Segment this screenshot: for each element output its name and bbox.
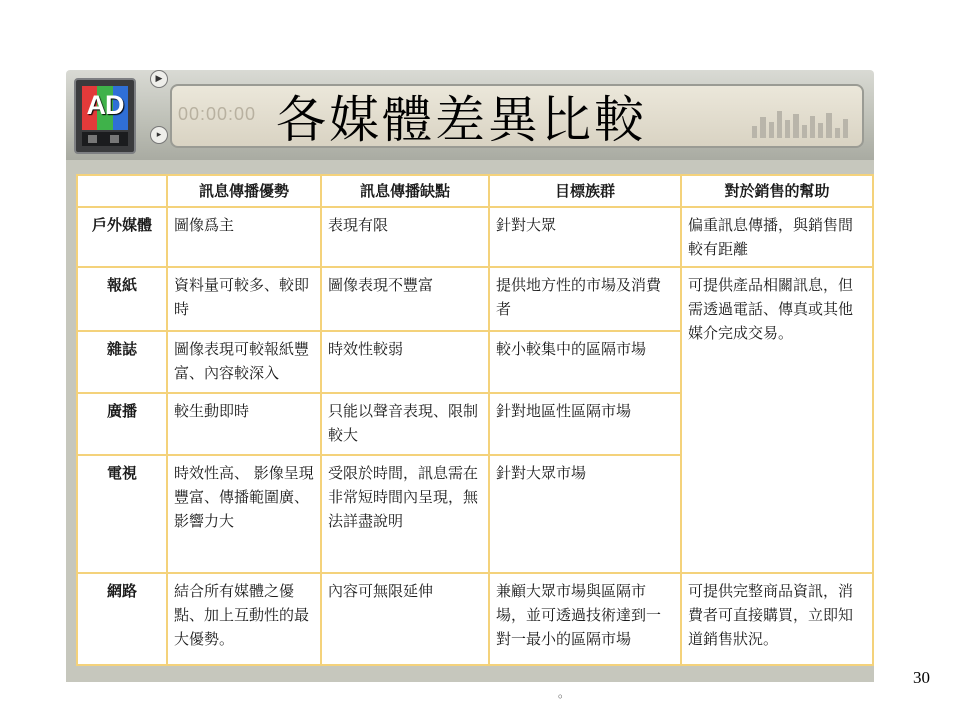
logo-text: AD (86, 90, 124, 120)
footer-mark: 。 (558, 686, 571, 700)
cell-target: 針對大眾 (489, 207, 681, 267)
cell-target: 提供地方性的市場及消費者 (489, 267, 681, 331)
cell-sales-help: 偏重訊息傳播，與銷售間較有距離 (681, 207, 873, 267)
ad-logo (74, 78, 136, 154)
header-cell-advantage: 訊息傳播優勢 (167, 175, 321, 207)
header-cell-blank (77, 175, 167, 207)
timer-readout: 00:00:00 (178, 104, 257, 124)
cell-disadvantage: 時效性較弱 (321, 331, 489, 393)
cell-disadvantage: 圖像表現不豐富 (321, 267, 489, 331)
equalizer-icon (752, 108, 848, 138)
header-cell-sales-help: 對於銷售的幫助 (681, 175, 873, 207)
cell-target: 兼顧大眾市場與區隔市場，並可透過技術達到一對一最小的區隔市場 (489, 573, 681, 665)
cell-advantage: 時效性高、 影像呈現豐富、傳播範圍廣、影響力大 (167, 455, 321, 573)
cell-advantage: 較生動即時 (167, 393, 321, 455)
page-number: 30 (913, 668, 930, 687)
player-display (170, 84, 864, 148)
page-title: 各媒體差異比較 (276, 91, 647, 149)
row-media-newspaper: 報紙 (77, 267, 167, 331)
cell-target: 較小較集中的區隔市場 (489, 331, 681, 393)
cell-sales-help: 可提供產品相關訊息，但需透過電話、傳真或其他媒介完成交易。 (681, 267, 873, 573)
cell-disadvantage: 表現有限 (321, 207, 489, 267)
play-icon[interactable]: ▶ (150, 70, 168, 88)
cell-target: 針對大眾市場 (489, 455, 681, 573)
header-cell-target: 目標族群 (489, 175, 681, 207)
cell-disadvantage: 只能以聲音表現、限制較大 (321, 393, 489, 455)
header-cell-disadvantage: 訊息傳播缺點 (321, 175, 489, 207)
media-comparison-table (76, 174, 874, 666)
cell-advantage: 資料量可較多、較即時 (167, 267, 321, 331)
cell-disadvantage: 受限於時間，訊息需在非常短時間內呈現，無法詳盡說明 (321, 455, 489, 573)
row-media-outdoor: 戶外媒體 (77, 207, 167, 267)
row-media-tv: 電視 (77, 455, 167, 573)
table-row (77, 573, 873, 665)
cell-advantage: 結合所有媒體之優點、加上互動性的最大優勢。 (167, 573, 321, 665)
row-media-internet: 網路 (77, 573, 167, 665)
row-media-magazine: 雜誌 (77, 331, 167, 393)
forward-icon[interactable]: ▸ (150, 126, 168, 144)
logo-base (82, 132, 128, 146)
cell-disadvantage: 內容可無限延伸 (321, 573, 489, 665)
cell-sales-help: 可提供完整商品資訊，消費者可直接購買，立即知道銷售狀況。 (681, 573, 873, 665)
cell-target: 針對地區性區隔市場 (489, 393, 681, 455)
row-media-radio: 廣播 (77, 393, 167, 455)
table-row (77, 267, 873, 331)
table-header-row (77, 175, 873, 207)
cell-advantage: 圖像表現可較報紙豐富、內容較深入 (167, 331, 321, 393)
cell-advantage: 圖像爲主 (167, 207, 321, 267)
table-row (77, 207, 873, 267)
media-header-bar (66, 70, 874, 160)
